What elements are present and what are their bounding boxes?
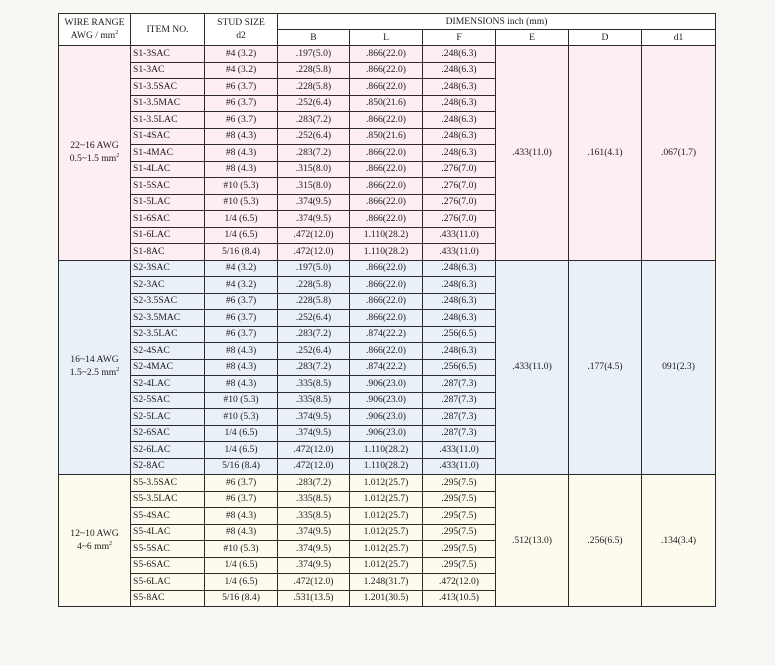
header-stud-size: [205, 14, 278, 46]
wire-range-awg: 22~16 AWG: [70, 139, 119, 151]
header-col-d1: d1: [642, 30, 716, 46]
stud-size-cell: #6 (3.7): [205, 112, 278, 129]
item-no-cell: S1-4MAC: [131, 145, 205, 162]
dim-f-cell: .295(7.5): [423, 557, 496, 574]
item-no-cell: S5-3.5LAC: [131, 491, 205, 508]
item-no-cell: S1-3.5LAC: [131, 112, 205, 129]
dim-l-cell: 1.012(25.7): [350, 541, 423, 558]
header-wire-range: [59, 14, 131, 46]
dim-e-cell: .512(13.0): [496, 475, 569, 607]
dim-b-cell: .472(12.0): [278, 574, 350, 591]
stud-size-cell: #10 (5.3): [205, 409, 278, 426]
stud-size-cell: 1/4 (6.5): [205, 211, 278, 228]
stud-size-cell: #6 (3.7): [205, 326, 278, 343]
dim-b-cell: .283(7.2): [278, 112, 350, 129]
table-row: [59, 475, 716, 492]
item-no-cell: S5-6LAC: [131, 574, 205, 591]
dim-l-cell: .866(22.0): [350, 46, 423, 63]
item-no-cell: S2-3.5MAC: [131, 310, 205, 327]
dim-l-cell: .866(22.0): [350, 343, 423, 360]
dim-b-cell: .374(9.5): [278, 211, 350, 228]
stud-size-cell: #8 (4.3): [205, 145, 278, 162]
item-no-cell: S1-6SAC: [131, 211, 205, 228]
stud-size-cell: 1/4 (6.5): [205, 574, 278, 591]
dim-b-cell: .252(6.4): [278, 343, 350, 360]
stud-size-cell: 1/4 (6.5): [205, 425, 278, 442]
header-wire-range-line1: WIRE RANGE: [64, 16, 125, 28]
item-no-cell: S1-5SAC: [131, 178, 205, 195]
dim-f-cell: .295(7.5): [423, 475, 496, 492]
dim-d1-cell: .067(1.7): [642, 46, 716, 261]
dim-b-cell: .252(6.4): [278, 310, 350, 327]
dim-f-cell: .276(7.0): [423, 178, 496, 195]
item-no-cell: S2-4SAC: [131, 343, 205, 360]
header-col-f: F: [423, 30, 496, 46]
dim-f-cell: .287(7.3): [423, 392, 496, 409]
item-no-cell: S2-4LAC: [131, 376, 205, 393]
stud-size-cell: #6 (3.7): [205, 310, 278, 327]
dim-f-cell: .472(12.0): [423, 574, 496, 591]
dim-b-cell: .315(8.0): [278, 161, 350, 178]
item-no-cell: S1-4SAC: [131, 128, 205, 145]
dim-b-cell: .374(9.5): [278, 194, 350, 211]
stud-size-cell: #8 (4.3): [205, 343, 278, 360]
dim-f-cell: .248(6.3): [423, 145, 496, 162]
dim-b-cell: .335(8.5): [278, 508, 350, 525]
stud-size-cell: #8 (4.3): [205, 376, 278, 393]
dim-b-cell: .283(7.2): [278, 359, 350, 376]
item-no-cell: S2-3AC: [131, 277, 205, 294]
dim-b-cell: .335(8.5): [278, 376, 350, 393]
item-no-cell: S5-5SAC: [131, 541, 205, 558]
item-no-cell: S5-4SAC: [131, 508, 205, 525]
dim-b-cell: .252(6.4): [278, 95, 350, 112]
dim-d1-cell: 091(2.3): [642, 260, 716, 475]
item-no-cell: S2-8AC: [131, 458, 205, 475]
stud-size-cell: 1/4 (6.5): [205, 227, 278, 244]
stud-size-cell: #10 (5.3): [205, 392, 278, 409]
dim-b-cell: .472(12.0): [278, 442, 350, 459]
dim-l-cell: .906(23.0): [350, 425, 423, 442]
dim-l-cell: 1.110(28.2): [350, 227, 423, 244]
item-no-cell: S2-3.5SAC: [131, 293, 205, 310]
dim-b-cell: .252(6.4): [278, 128, 350, 145]
dim-f-cell: .295(7.5): [423, 491, 496, 508]
header-col-b: B: [278, 30, 350, 46]
stud-size-cell: #6 (3.7): [205, 293, 278, 310]
dim-f-cell: .276(7.0): [423, 194, 496, 211]
dim-l-cell: 1.201(30.5): [350, 590, 423, 607]
wire-range-cell: [59, 475, 131, 607]
stud-size-cell: #6 (3.7): [205, 95, 278, 112]
dim-d-cell: .256(6.5): [569, 475, 642, 607]
dim-f-cell: .248(6.3): [423, 95, 496, 112]
wire-range-awg: 16~14 AWG: [70, 354, 119, 366]
dim-f-cell: .295(7.5): [423, 524, 496, 541]
dim-l-cell: .850(21.6): [350, 95, 423, 112]
dim-l-cell: .866(22.0): [350, 260, 423, 277]
stud-size-cell: #10 (5.3): [205, 541, 278, 558]
dim-l-cell: 1.110(28.2): [350, 244, 423, 261]
dim-f-cell: .248(6.3): [423, 128, 496, 145]
dim-l-cell: .866(22.0): [350, 310, 423, 327]
dim-l-cell: .874(22.2): [350, 359, 423, 376]
dim-f-cell: .248(6.3): [423, 62, 496, 79]
header-row: [59, 14, 716, 30]
header-dimensions: DIMENSIONS inch (mm): [278, 14, 716, 30]
spec-table-container: [58, 13, 716, 607]
dim-f-cell: .295(7.5): [423, 541, 496, 558]
item-no-cell: S5-6SAC: [131, 557, 205, 574]
dim-l-cell: .866(22.0): [350, 194, 423, 211]
dim-l-cell: .906(23.0): [350, 409, 423, 426]
dim-f-cell: .248(6.3): [423, 343, 496, 360]
stud-size-cell: 5/16 (8.4): [205, 458, 278, 475]
dim-b-cell: .228(5.8): [278, 277, 350, 294]
stud-size-cell: #4 (3.2): [205, 260, 278, 277]
dim-f-cell: .248(6.3): [423, 260, 496, 277]
item-no-cell: S2-6LAC: [131, 442, 205, 459]
dim-l-cell: .866(22.0): [350, 178, 423, 195]
stud-size-cell: 1/4 (6.5): [205, 442, 278, 459]
dim-b-cell: .228(5.8): [278, 79, 350, 96]
item-no-cell: S2-4MAC: [131, 359, 205, 376]
dim-l-cell: .866(22.0): [350, 293, 423, 310]
dim-l-cell: .906(23.0): [350, 376, 423, 393]
item-no-cell: S1-3.5MAC: [131, 95, 205, 112]
dim-b-cell: .335(8.5): [278, 491, 350, 508]
dim-f-cell: .433(11.0): [423, 458, 496, 475]
dim-l-cell: 1.012(25.7): [350, 475, 423, 492]
stud-size-cell: #6 (3.7): [205, 475, 278, 492]
stud-size-cell: #4 (3.2): [205, 62, 278, 79]
dim-l-cell: 1.012(25.7): [350, 491, 423, 508]
item-no-cell: S2-3SAC: [131, 260, 205, 277]
item-no-cell: S2-5SAC: [131, 392, 205, 409]
dim-l-cell: 1.110(28.2): [350, 442, 423, 459]
dim-b-cell: .374(9.5): [278, 409, 350, 426]
dim-f-cell: .413(10.5): [423, 590, 496, 607]
stud-size-cell: #4 (3.2): [205, 46, 278, 63]
dim-f-cell: .287(7.3): [423, 425, 496, 442]
item-no-cell: S2-6SAC: [131, 425, 205, 442]
item-no-cell: S1-8AC: [131, 244, 205, 261]
dim-f-cell: .248(6.3): [423, 293, 496, 310]
dim-f-cell: .256(6.5): [423, 359, 496, 376]
wire-range-mm2: 0.5~1.5 $mm^2$: [69, 152, 120, 164]
dim-f-cell: .433(11.0): [423, 227, 496, 244]
stud-size-cell: #6 (3.7): [205, 491, 278, 508]
stud-size-cell: #8 (4.3): [205, 524, 278, 541]
item-no-cell: S1-3AC: [131, 62, 205, 79]
item-no-cell: S1-5LAC: [131, 194, 205, 211]
dim-l-cell: 1.012(25.7): [350, 557, 423, 574]
wire-range-mm2: 1.5~2.5 $mm^2$: [69, 367, 120, 379]
item-no-cell: S5-3.5SAC: [131, 475, 205, 492]
stud-size-cell: 1/4 (6.5): [205, 557, 278, 574]
dim-f-cell: .248(6.3): [423, 79, 496, 96]
dim-l-cell: .866(22.0): [350, 145, 423, 162]
dim-l-cell: .866(22.0): [350, 161, 423, 178]
header-col-l: L: [350, 30, 423, 46]
dim-f-cell: .433(11.0): [423, 244, 496, 261]
stud-size-cell: #4 (3.2): [205, 277, 278, 294]
dim-b-cell: .374(9.5): [278, 557, 350, 574]
wire-range-cell: [59, 46, 131, 261]
dim-d1-cell: .134(3.4): [642, 475, 716, 607]
dim-l-cell: .866(22.0): [350, 112, 423, 129]
dim-f-cell: .287(7.3): [423, 376, 496, 393]
stud-size-cell: 5/16 (8.4): [205, 590, 278, 607]
dim-b-cell: .472(12.0): [278, 244, 350, 261]
dim-l-cell: 1.012(25.7): [350, 524, 423, 541]
item-no-cell: S5-4LAC: [131, 524, 205, 541]
header-wire-range-line2: AWG / $mm^2$: [70, 29, 119, 41]
stud-size-cell: 5/16 (8.4): [205, 244, 278, 261]
dim-f-cell: .433(11.0): [423, 442, 496, 459]
dim-b-cell: .472(12.0): [278, 227, 350, 244]
wire-range-mm2: 4~6 $mm^2$: [76, 540, 113, 552]
item-no-cell: S2-5LAC: [131, 409, 205, 426]
dim-l-cell: .906(23.0): [350, 392, 423, 409]
dim-l-cell: .866(22.0): [350, 62, 423, 79]
item-no-cell: S1-4LAC: [131, 161, 205, 178]
dim-f-cell: .248(6.3): [423, 46, 496, 63]
dim-f-cell: .276(7.0): [423, 161, 496, 178]
header-stud-size-line2: d2: [236, 29, 246, 41]
dim-b-cell: .228(5.8): [278, 62, 350, 79]
dim-b-cell: .197(5.0): [278, 46, 350, 63]
stud-size-cell: #8 (4.3): [205, 128, 278, 145]
dim-b-cell: .283(7.2): [278, 475, 350, 492]
dim-f-cell: .256(6.5): [423, 326, 496, 343]
dim-f-cell: .248(6.3): [423, 277, 496, 294]
dim-l-cell: 1.110(28.2): [350, 458, 423, 475]
dim-b-cell: .531(13.5): [278, 590, 350, 607]
dim-l-cell: .874(22.2): [350, 326, 423, 343]
dim-l-cell: .866(22.0): [350, 211, 423, 228]
table-row: [59, 260, 716, 277]
item-no-cell: S1-3.5SAC: [131, 79, 205, 96]
stud-size-cell: #6 (3.7): [205, 79, 278, 96]
dim-b-cell: .315(8.0): [278, 178, 350, 195]
dim-e-cell: .433(11.0): [496, 260, 569, 475]
dim-l-cell: .866(22.0): [350, 79, 423, 96]
dim-f-cell: .276(7.0): [423, 211, 496, 228]
dim-b-cell: .283(7.2): [278, 145, 350, 162]
dim-f-cell: .287(7.3): [423, 409, 496, 426]
header-col-e: E: [496, 30, 569, 46]
dim-d-cell: .177(4.5): [569, 260, 642, 475]
item-no-cell: S1-6LAC: [131, 227, 205, 244]
dim-l-cell: 1.012(25.7): [350, 508, 423, 525]
stud-size-cell: #10 (5.3): [205, 194, 278, 211]
header-col-d: D: [569, 30, 642, 46]
terminal-dimensions-table: [58, 13, 716, 607]
dim-b-cell: .374(9.5): [278, 541, 350, 558]
dim-b-cell: .374(9.5): [278, 524, 350, 541]
dim-l-cell: .850(21.6): [350, 128, 423, 145]
dim-b-cell: .228(5.8): [278, 293, 350, 310]
table-row: [59, 46, 716, 63]
stud-size-cell: #8 (4.3): [205, 161, 278, 178]
dim-b-cell: .197(5.0): [278, 260, 350, 277]
item-no-cell: S2-3.5LAC: [131, 326, 205, 343]
stud-size-cell: #8 (4.3): [205, 359, 278, 376]
dim-f-cell: .248(6.3): [423, 310, 496, 327]
item-no-cell: S1-3SAC: [131, 46, 205, 63]
dim-l-cell: .866(22.0): [350, 277, 423, 294]
header-item-no: ITEM NO.: [131, 14, 205, 46]
dim-b-cell: .283(7.2): [278, 326, 350, 343]
dim-d-cell: .161(4.1): [569, 46, 642, 261]
dim-b-cell: .472(12.0): [278, 458, 350, 475]
stud-size-cell: #10 (5.3): [205, 178, 278, 195]
dim-l-cell: 1.248(31.7): [350, 574, 423, 591]
dim-e-cell: .433(11.0): [496, 46, 569, 261]
dim-f-cell: .295(7.5): [423, 508, 496, 525]
table-body: [59, 46, 716, 607]
header-stud-size-line1: STUD SIZE: [217, 16, 265, 28]
item-no-cell: S5-8AC: [131, 590, 205, 607]
dim-b-cell: .374(9.5): [278, 425, 350, 442]
stud-size-cell: #8 (4.3): [205, 508, 278, 525]
dim-f-cell: .248(6.3): [423, 112, 496, 129]
dim-b-cell: .335(8.5): [278, 392, 350, 409]
wire-range-cell: [59, 260, 131, 475]
wire-range-awg: 12~10 AWG: [70, 527, 119, 539]
